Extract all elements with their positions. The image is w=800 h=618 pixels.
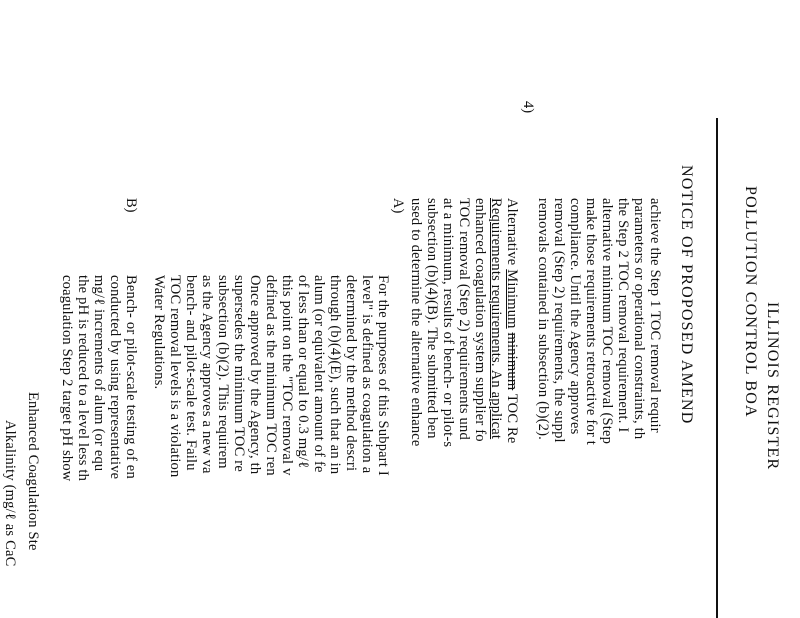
item-4-line-3: enhanced coagulation system supplier fo — [472, 198, 488, 442]
para1-line-2: parameters or operational constraints, th — [631, 198, 647, 440]
item-a-line-12: as the Agency approves a new va — [199, 275, 215, 474]
item-b-line-5: coagulation Step 2 target pH show — [59, 275, 75, 482]
item-a-line-6: of less than or equal to 0.3 mg/ℓ — [295, 275, 311, 469]
item-4-line-4: TOC removal (Step 2) requirements und — [456, 198, 472, 440]
item-4-label: 4) — [520, 101, 536, 114]
para1-line-8: removals contained in subsection (b)(2). — [535, 198, 551, 440]
header-rule — [716, 118, 718, 618]
item-a-line-14: TOC removal levels is a violation — [167, 275, 183, 478]
item-b-line-2: conducted by using representative — [107, 275, 123, 480]
table-title: Enhanced Coagulation Ste — [25, 392, 41, 551]
item-a-line-3: determined by the method descri — [343, 275, 359, 472]
para1-line-6: compliance. Until the Agency approves — [567, 198, 583, 435]
para1-line-5: make those requirements retroactive for t — [583, 198, 599, 445]
item-b-line-1: Bench- or pilot-scale testing of en — [123, 275, 139, 479]
item-4-deleted-word: minimum — [504, 332, 520, 391]
item-b-line-4: the pH is reduced to a level less th — [75, 275, 91, 482]
item-a-line-9: Once approved by the Agency, th — [247, 275, 263, 475]
board-heading: POLLUTION CONTROL BOA — [742, 186, 759, 418]
item-4-line-2: Requirements requirements. An applicat — [488, 198, 504, 440]
notice-heading: NOTICE OF PROPOSED AMEND — [678, 165, 695, 425]
item-b-line-3: mg/ℓ increments of alum (or equ — [91, 275, 107, 472]
item-4-inserted-word: Minimum — [504, 269, 520, 329]
para1-line-7: removal (Step 2) requirements, the suppl — [551, 198, 567, 443]
para1-line-3: the Step 2 TOC removal requirement. I — [615, 198, 631, 433]
item-4-line-1 — [504, 198, 520, 444]
item-b-label: B) — [123, 198, 139, 213]
item-a-line-1: For the purposes of this Subpart I — [375, 275, 391, 476]
para1-line-1: achieve the Step 1 TOC removal requir — [647, 198, 663, 433]
item-a-line-13: bench- and pilot-scale test. Failu — [183, 275, 199, 471]
item-4-line-1-part-a: Alternative — [504, 198, 520, 270]
item-a-line-2: level" is defined as coagulation a — [359, 275, 375, 474]
item-a-line-8: defined as the minimum TOC ren — [263, 275, 279, 476]
item-a-line-11: subsection (b)(2). This requirem — [215, 275, 231, 469]
item-4-line-1-part-e: TOC Re — [504, 390, 520, 444]
item-4-line-7: used to determine the alternative enhance — [408, 198, 424, 447]
item-a-line-10: supersedes the minimum TOC re — [231, 275, 247, 472]
item-a-line-7: this point on the "TOC removal v — [279, 275, 295, 476]
item-a-line-15: Water Regulations. — [151, 275, 167, 390]
item-4-line-5: at a minimum, results of bench- or pilot-s — [440, 198, 456, 448]
item-4-line-6: subsection (b)(4)(B). The submitted ben — [424, 198, 440, 439]
item-a-line-4: through (b)(4)(E), such that an in — [327, 275, 343, 475]
register-heading: ILLINOIS REGISTER — [764, 302, 781, 471]
item-a-label: A) — [390, 198, 406, 214]
para1-line-4: alternative minimum TOC removal (Step — [599, 198, 615, 445]
item-a-line-5: alum (or equivalent amount of fe — [311, 275, 327, 473]
table-subtitle: Alkalinity (mg/ℓ as CaC — [2, 420, 18, 567]
